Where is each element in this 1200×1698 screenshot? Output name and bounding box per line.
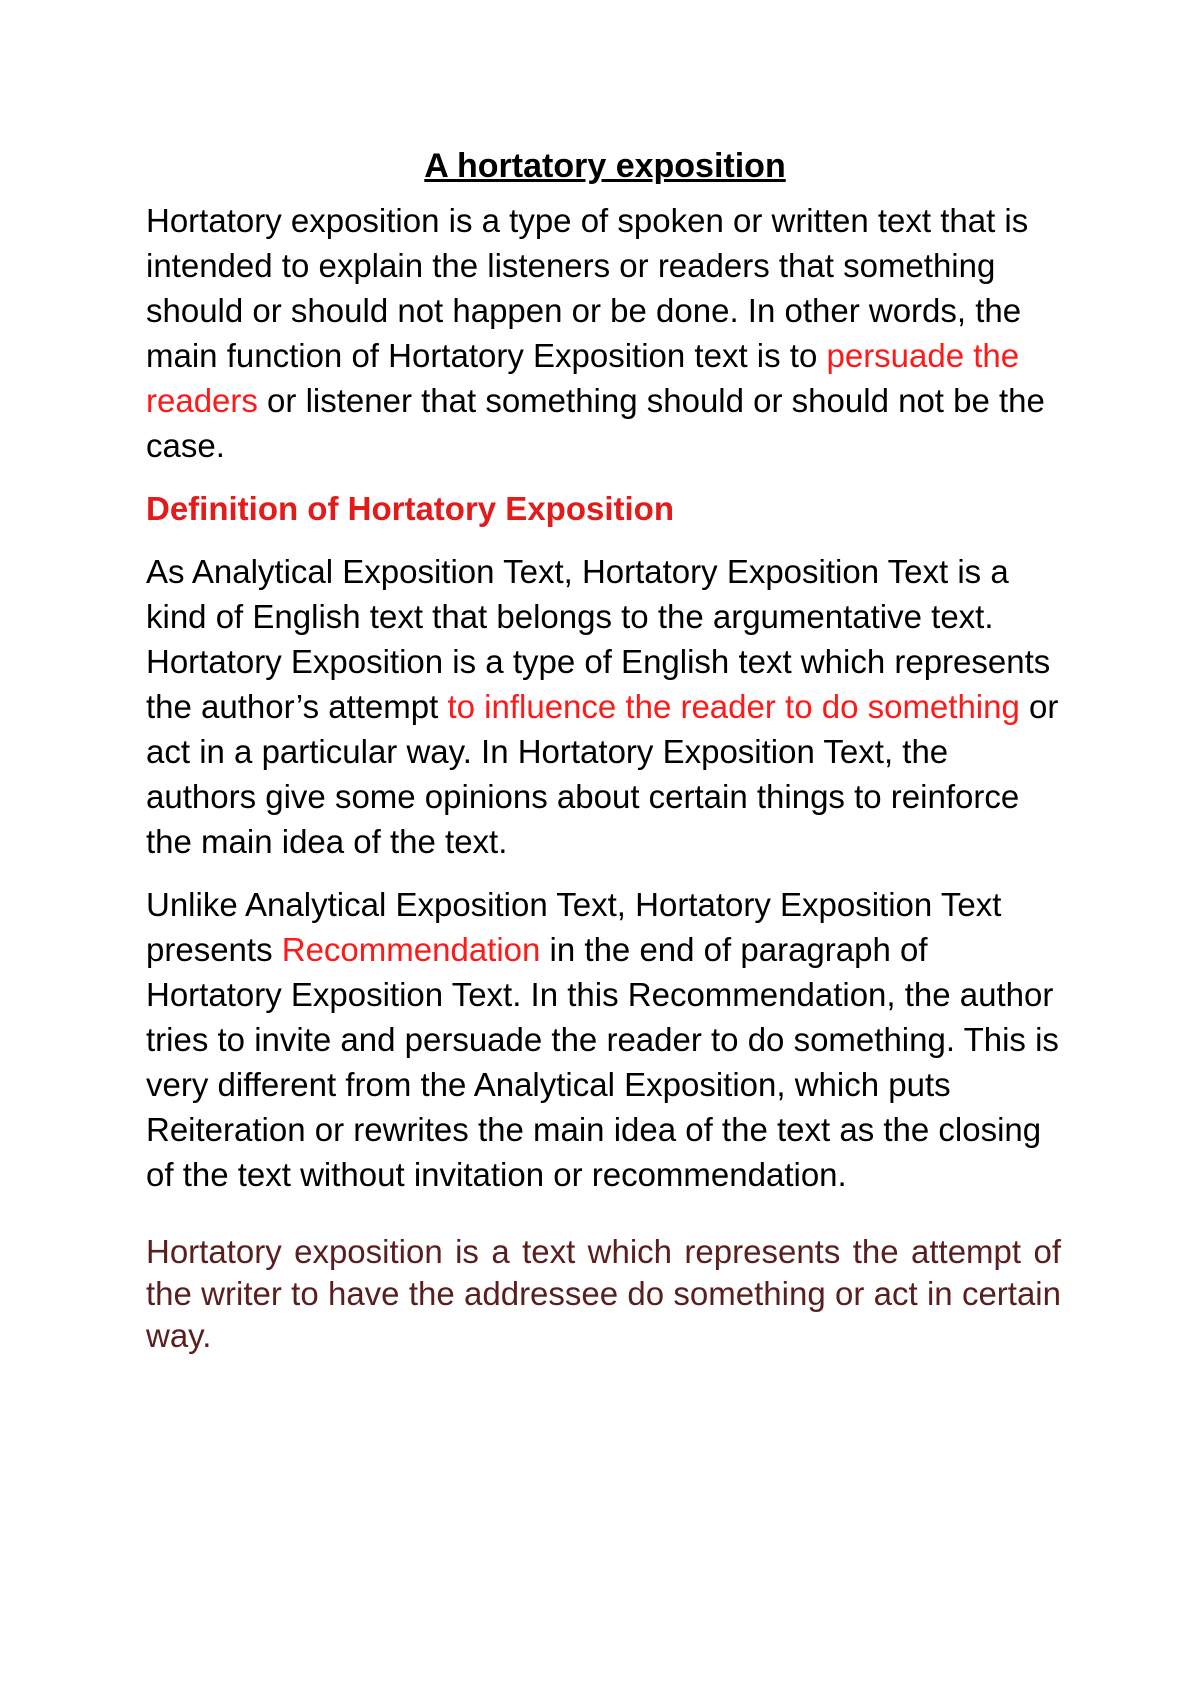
comparison-highlight: Recommendation	[281, 931, 541, 968]
section-heading: Definition of Hortatory Exposition	[146, 490, 674, 527]
definition-paragraph	[146, 549, 1064, 864]
intro-paragraph	[146, 198, 1064, 468]
summary-paragraph: Hortatory exposition is a text which represents the attempt of the writer to have the addressee do something or act in certain way.	[146, 1233, 1061, 1354]
intro-text-before: Hortatory exposition is a type of spoken or written text that is intended to explain the listeners or readers that something should or should not happen or be done. In other words, the main function of Hortatory Exposition text is to	[146, 202, 1029, 374]
definition-highlight: to influence the reader to do something	[447, 688, 1020, 725]
comparison-text-before: Unlike Analytical Exposition Text, Hortatory Exposition Text presents	[146, 886, 1002, 968]
intro-highlight: persuade the readers	[146, 337, 1020, 419]
definition-text-before: As Analytical Exposition Text, Hortatory Exposition Text is a kind of English text that belongs to the argumentative text. Hortatory Exposition is a type of English text which represents the author’s attempt	[146, 553, 1051, 725]
document-body	[146, 138, 1064, 1375]
definition-text-after: or act in a particular way. In Hortatory Exposition Text, the authors give some opinions about certain things to reinforce the main idea of the text.	[146, 688, 1059, 860]
comparison-text-after: in the end of paragraph of Hortatory Exposition Text. In this Recommendation, the author tries to invite and persuade the reader to do something. This is very different from the Analytical Exposition, which puts Reiteration or rewrites the main idea of the text as the closing of the text without invitation or recommendation.	[146, 931, 1059, 1193]
intro-text-after: or listener that something should or should not be the case.	[146, 382, 1045, 464]
page-title: A hortatory exposition	[424, 147, 786, 185]
comparison-paragraph	[146, 882, 1064, 1197]
